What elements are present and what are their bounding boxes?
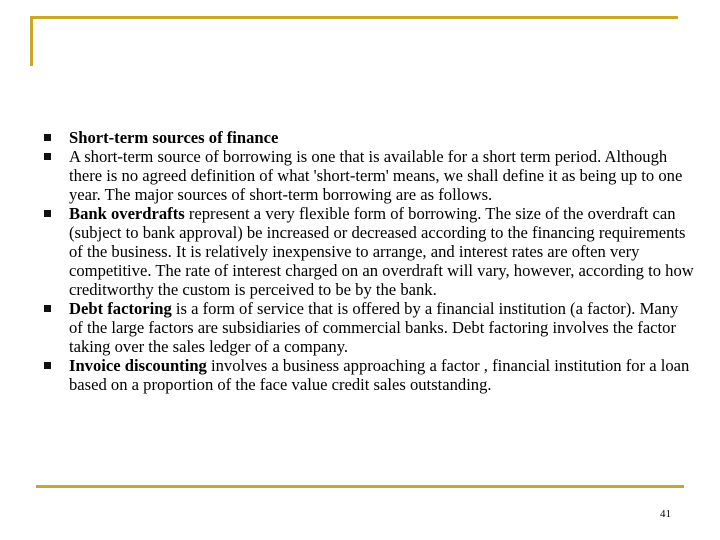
bullet-item-heading xyxy=(44,128,694,147)
square-bullet-icon xyxy=(44,134,51,141)
page-number: 41 xyxy=(660,508,671,520)
square-bullet-icon xyxy=(44,305,51,312)
bullet-list xyxy=(44,128,694,394)
debt-factoring-term: Debt factoring xyxy=(69,299,172,318)
invoice-discounting-term: Invoice discounting xyxy=(69,356,207,375)
definition-text: A short-term source of borrowing is one that is available for a short term period. Although there is no agreed definition of what 'short-term' means, we shall define it as being up to one year. The major sources of short-term borrowing are as follows. xyxy=(69,147,683,204)
square-bullet-icon xyxy=(44,362,51,369)
square-bullet-icon xyxy=(44,153,51,160)
bottom-decorative-rule xyxy=(36,485,684,488)
left-decorative-rule xyxy=(30,16,33,66)
bank-overdrafts-term: Bank overdrafts xyxy=(69,204,185,223)
heading-text: Short-term sources of finance xyxy=(69,128,279,147)
bullet-item-bank-overdrafts xyxy=(44,204,694,299)
square-bullet-icon xyxy=(44,210,51,217)
top-decorative-rule xyxy=(30,16,678,19)
debt-factoring-text: is a form of service that is offered by a financial institution (a factor). Many of the large factors are subsidiaries of commercial banks. Debt factoring involves the factor taking over the sales ledger of a company. xyxy=(69,299,679,356)
invoice-discounting-text: involves a business approaching a factor , financial institution for a loan based on a proportion of the face value credit sales outstanding. xyxy=(69,356,690,394)
bullet-item-debt-factoring xyxy=(44,299,694,356)
bullet-item-definition xyxy=(44,147,694,204)
slide-body xyxy=(44,128,694,394)
bullet-item-invoice-discounting xyxy=(44,356,694,394)
bank-overdrafts-text: represent a very flexible form of borrowing. The size of the overdraft can (subject to bank approval) be increased or decreased according to the financing requirements of the business. It is relatively inexpensive to arrange, and interest rates are often very competitive. The rate of interest charged on an overdraft will vary, however, according to how creditworthy the custom is perceived to be by the bank. xyxy=(69,204,694,299)
